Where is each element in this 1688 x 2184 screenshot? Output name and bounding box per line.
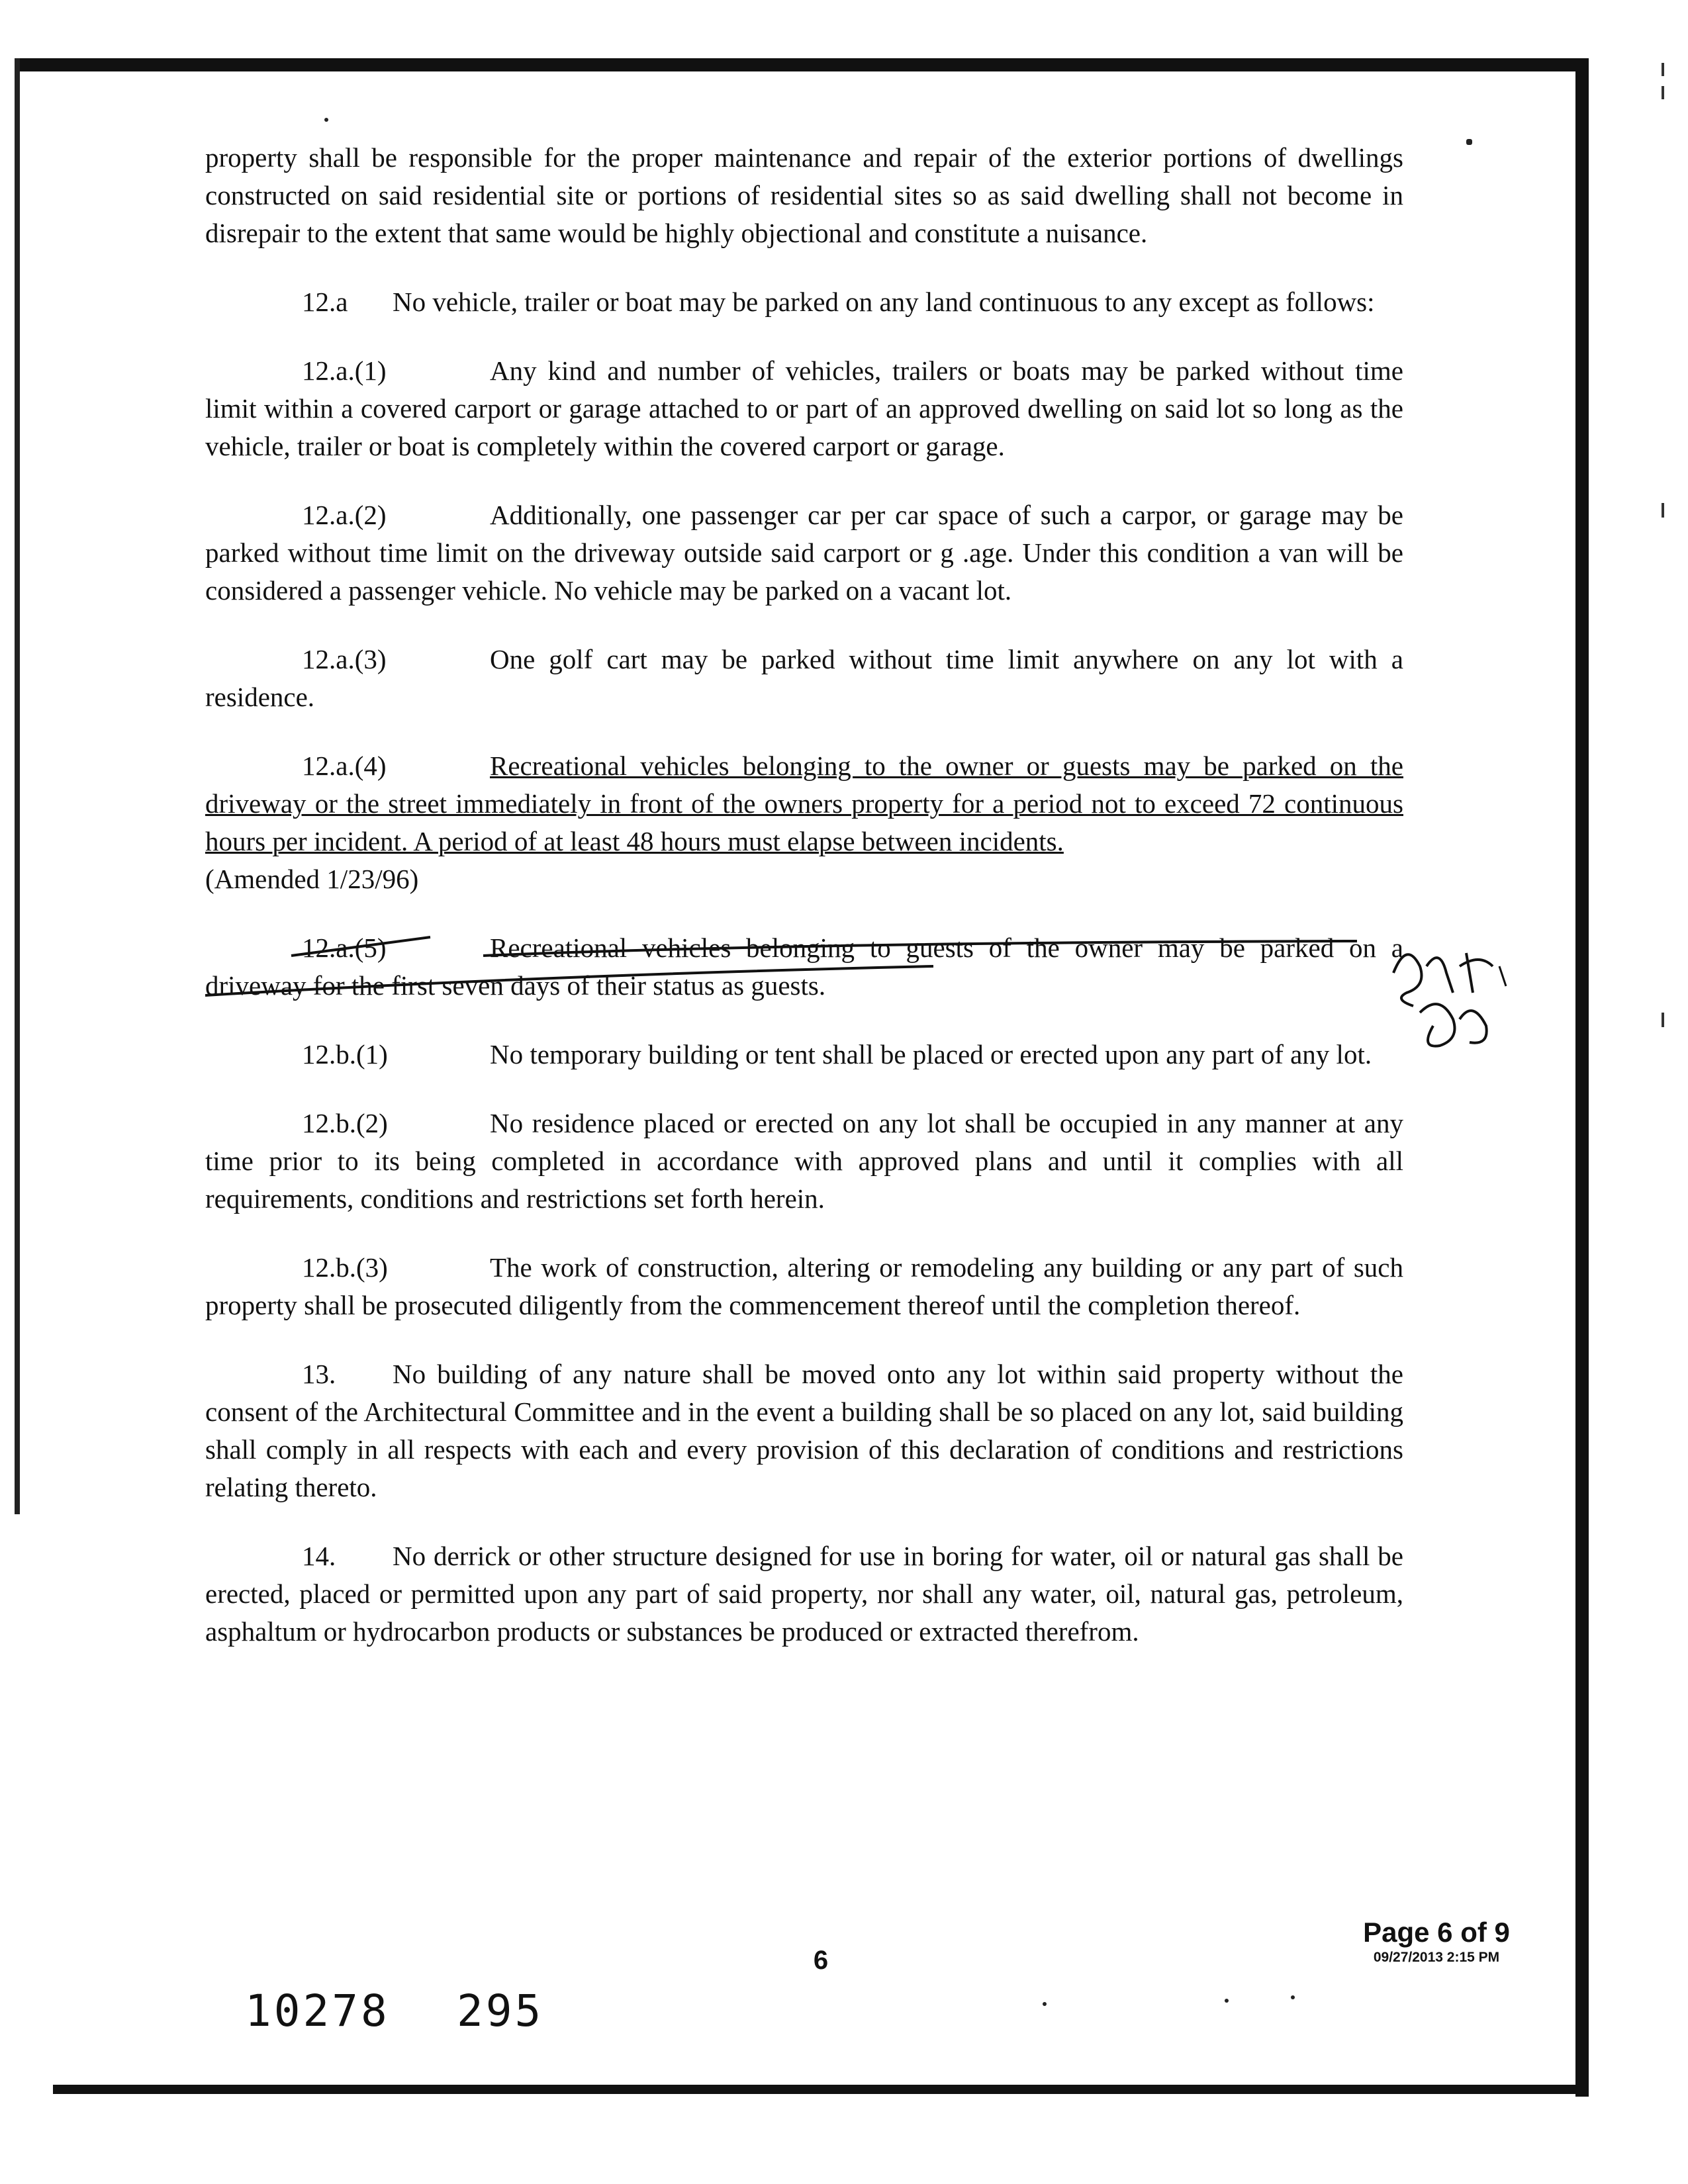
paragraph-text: The work of construction, altering or remodeling any building or any part of such property shall be prosecuted diligently from the commencement thereof until the completion thereof. [205, 1252, 1403, 1320]
struck-text: Recreational vehicles belonging to guests of the owner may be parked on a driveway for the first seven days of their status as guests. [205, 933, 1403, 1001]
recorded-page-code: 295 [457, 1985, 544, 2036]
scan-speck [1225, 1999, 1229, 2003]
paragraph-12b1 [205, 1036, 1403, 1073]
scan-speck [1466, 139, 1472, 145]
paragraph-12a1 [205, 352, 1403, 465]
document-body [205, 139, 1403, 1682]
book-number: 10278 [245, 1985, 390, 2036]
paragraph-text: No vehicle, trailer or boat may be parked on any land continuous to any except as follows: [393, 287, 1375, 317]
paragraph-text: One golf cart may be parked without time limit anywhere on any lot with a residence. [205, 644, 1403, 712]
paragraph-12a [205, 283, 1403, 321]
paragraph-12a2 [205, 496, 1403, 610]
scan-speck [1043, 2002, 1047, 2006]
recording-stamp [1337, 1916, 1536, 1966]
scan-border-top [15, 58, 1589, 71]
section-number: 12.a.(1) [302, 355, 387, 386]
handwritten-initials [1380, 927, 1532, 1059]
section-number: 12.b.(3) [302, 1252, 388, 1283]
margin-tick-mark [1662, 503, 1664, 518]
section-number: 12.b.(2) [302, 1108, 388, 1138]
paragraph-12a4 [205, 747, 1403, 898]
section-number: 12.a [302, 287, 348, 317]
amendment-note: (Amended 1/23/96) [205, 864, 419, 894]
paragraph-intro [205, 139, 1403, 252]
paragraph-text: property shall be responsible for the proper maintenance and repair of the exterior portions of dwellings constructed on said residential site or portions of residential sites so as said dwelling shall not become in disrepair to the extent that same would be highly objectional and constitute a nuisance. [205, 142, 1403, 248]
page-number: 6 [813, 1946, 829, 1975]
section-number: 12.a.(4) [302, 751, 387, 781]
paragraph-12a5-struck [205, 929, 1403, 1005]
paragraph-text: No residence placed or erected on any lot shall be occupied in any manner at any time prior to its being completed in accordance with approved plans and until it complies with all requirements, conditions and restrictions set forth herein. [205, 1108, 1403, 1214]
scan-speck [324, 118, 328, 122]
stamp-datetime: 09/27/2013 2:15 PM [1373, 1950, 1500, 1965]
margin-tick-mark [1662, 86, 1664, 99]
section-number: 14. [302, 1541, 336, 1571]
paragraph-text: No derrick or other structure designed for use in boring for water, oil or natural gas shall be erected, placed or permitted upon any part of said property, nor shall any water, oil, natural gas, petroleum, asphaltum or hydrocarbon products or substances be produced or extracted therefrom. [205, 1541, 1403, 1647]
paragraph-12b3 [205, 1249, 1403, 1324]
stamp-page-count: Page 6 of 9 [1363, 1917, 1510, 1948]
paragraph-text: No temporary building or tent shall be placed or erected upon any part of any lot. [490, 1039, 1372, 1069]
paragraph-14 [205, 1537, 1403, 1651]
section-number: 13. [302, 1359, 336, 1389]
amended-text: Recreational vehicles belonging to the owner or guests may be parked on the driveway or the street immediately in front of the owners property for a period not to exceed 72 continuous hours per incident. A period of at least 48 hours must elapse between incidents. [205, 751, 1403, 856]
margin-tick-mark [1662, 1013, 1664, 1027]
section-number: 12.a.(3) [302, 644, 387, 674]
paragraph-12b2 [205, 1105, 1403, 1218]
scan-border-left [15, 58, 20, 1514]
section-number: 12.a.(2) [302, 500, 387, 530]
section-number: 12.a.(5) [302, 933, 387, 963]
scan-border-right [1575, 58, 1589, 2097]
paragraph-12a3 [205, 641, 1403, 716]
margin-tick-mark [1662, 63, 1664, 76]
paragraph-13 [205, 1355, 1403, 1506]
section-number: 12.b.(1) [302, 1039, 388, 1069]
paragraph-text: No building of any nature shall be moved onto any lot within said property without the consent of the Architectural Committee and in the event a building shall be so placed on any lot, said building shall comply in all respects with each and every provision of this declaration of conditions and restrictions relating thereto. [205, 1359, 1403, 1502]
scan-speck [1291, 1995, 1295, 1999]
scan-border-bottom [53, 2085, 1589, 2094]
paragraph-text: Additionally, one passenger car per car space of such a carpor, or garage may be parked without time limit on the driveway outside said carport or g .age. Under this condition a van will be considered a passenger vehicle. No vehicle may be parked on a vacant lot. [205, 500, 1403, 606]
paragraph-text: Any kind and number of vehicles, trailers or boats may be parked without time limit within a covered carport or garage attached to or part of an approved dwelling on said lot so long as the vehicle, trailer or boat is completely within the covered carport or garage. [205, 355, 1403, 461]
